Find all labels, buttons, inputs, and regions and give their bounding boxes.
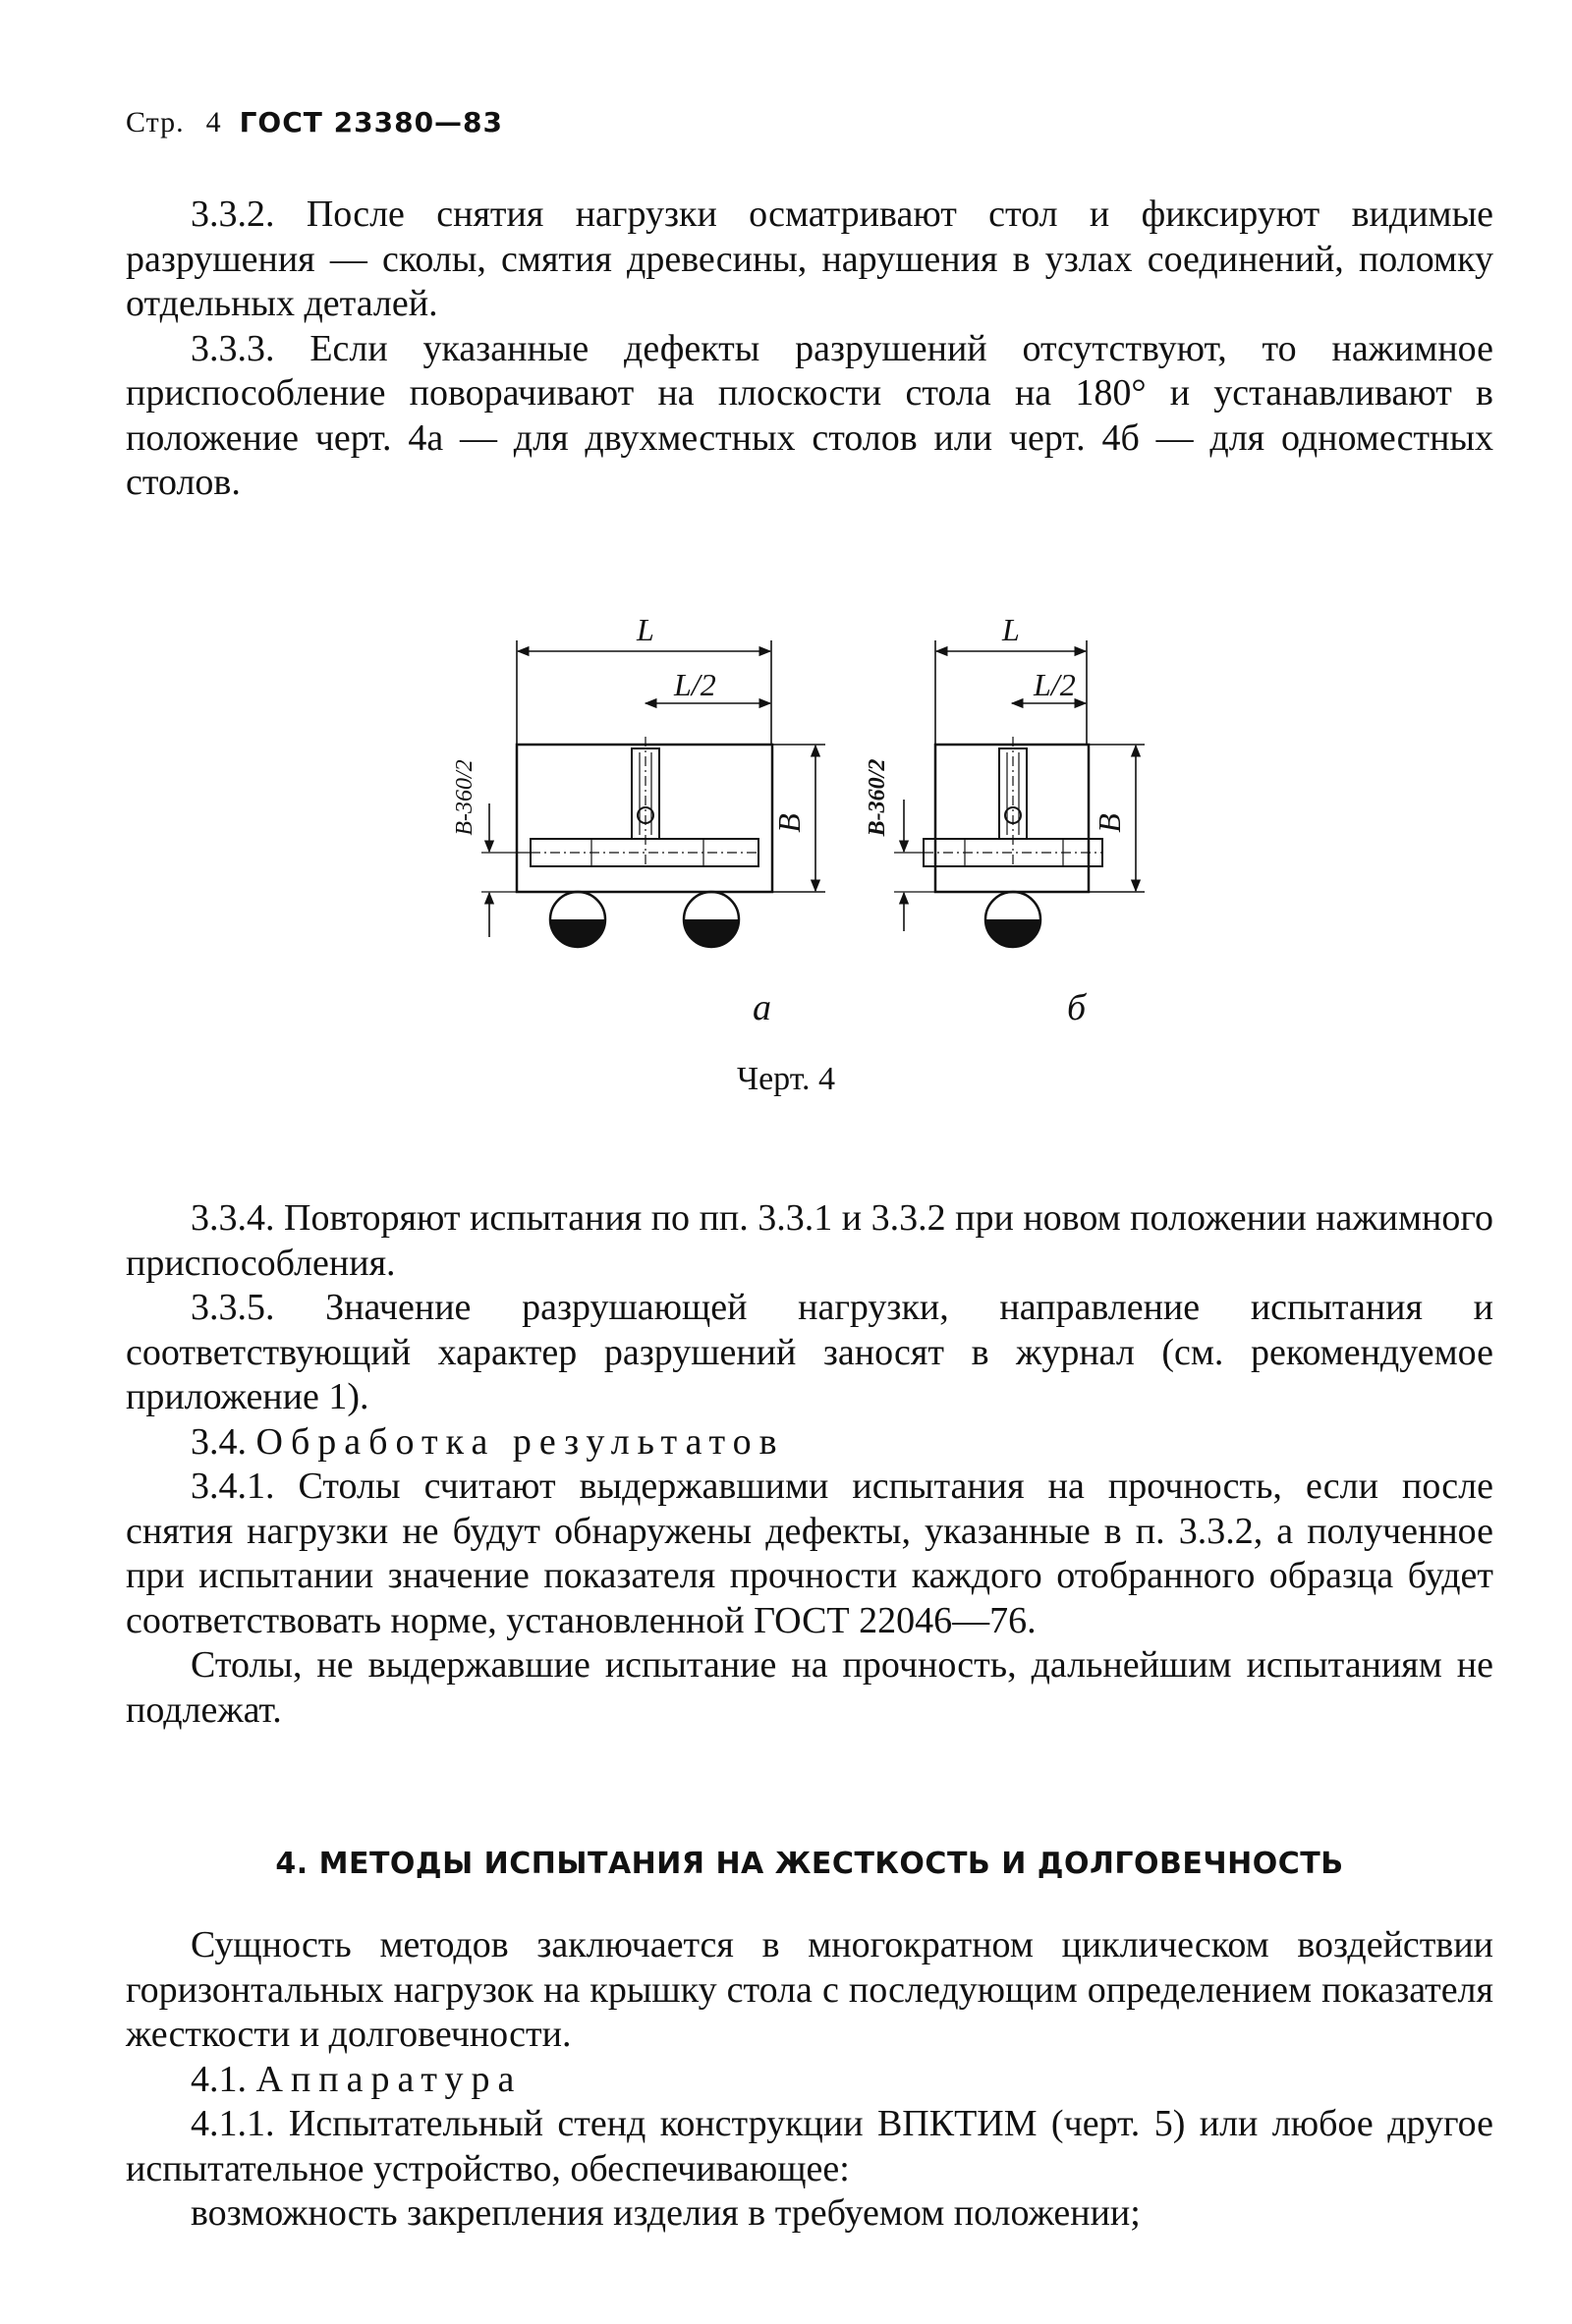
text-block-1 xyxy=(126,193,1493,506)
subsection-4-1-number: 4.1. xyxy=(191,2058,247,2100)
figure-drawing xyxy=(422,607,1189,1020)
subsection-4-1 xyxy=(126,2058,1493,2103)
paragraph-3-3-3: 3.3.3. Если указанные дефекты разрушений отсутствуют, то нажимное приспособление поворачивают на плоскости стола на 180° и устанавливают в положение черт. 4а — для двухместных столов или черт. 4б — для одноместных столов. xyxy=(126,327,1493,503)
label-L-b: L xyxy=(1002,612,1020,647)
label-half-L-a: L/2 xyxy=(674,667,716,702)
label-B-a: B xyxy=(771,813,807,833)
drawing-b xyxy=(894,640,1145,947)
subsection-3-4-number: 3.4. xyxy=(191,1420,247,1463)
label-B-minus-b: B-360/2 xyxy=(865,758,890,837)
page-number: 4 xyxy=(205,106,222,138)
paragraph-3-3-4: 3.3.4. Повторяют испытания по пп. 3.3.1 и 3.3.2 при новом положении нажимного приспособления. xyxy=(126,1197,1493,1284)
page-prefix: Стр. xyxy=(126,106,185,138)
label-half-L-b: L/2 xyxy=(1034,667,1076,702)
drawing-a xyxy=(481,640,825,947)
subsection-3-4 xyxy=(126,1420,1493,1466)
page-header xyxy=(126,106,503,139)
paragraph-3-4-1: 3.4.1. Столы считают выдержавшими испытания на прочность, если после снятия нагрузки не будут обнаружены дефекты, указанные в п. 3.3.2, а полученное при испытании значение показателя прочности каждого отобранного образца будет соответствовать норме, установленной ГОСТ 22046—76. xyxy=(126,1466,1493,1641)
figure-caption: Черт. 4 xyxy=(736,1061,836,1097)
standard-id: ГОСТ 23380—83 xyxy=(239,106,504,138)
label-B-minus-a: B-360/2 xyxy=(452,759,477,836)
paragraph-4-1-1: 4.1.1. Испытательный стенд конструкции ВПКТИМ (черт. 5) или любое другое испытательное устройство, обеспечивающее: xyxy=(126,2103,1493,2189)
paragraph-3-4-1-note: Столы, не выдержавшие испытание на прочность, дальнейшим испытаниям не подлежат. xyxy=(126,1644,1493,1731)
paragraph-3-3-2: 3.3.2. После снятия нагрузки осматривают стол и фиксируют видимые разрушения — сколы, смятия древесины, нарушения в узлах соединений, поломку отдельных деталей. xyxy=(126,194,1493,324)
paragraph-section-4-intro: Сущность методов заключается в многократном циклическом воздействии горизонтальных нагрузок на крышку стола с последующим определением показателя жесткости и долговечности. xyxy=(126,1924,1493,2055)
text-block-2 xyxy=(126,1196,1493,1733)
text-block-3 xyxy=(126,1923,1493,2237)
figure-sublabel-a: а xyxy=(753,987,771,1028)
paragraph-4-1-1-item: возможность закрепления изделия в требуемом положении; xyxy=(191,2192,1141,2234)
label-B-b: B xyxy=(1092,813,1127,833)
figure-sublabel-b: б xyxy=(1067,987,1087,1028)
subsection-3-4-title: Обработка результатов xyxy=(255,1420,785,1463)
paragraph-3-3-5: 3.3.5. Значение разрушающей нагрузки, направление испытания и соответствующий характер разрушений заносят в журнал (см. рекомендуемое приложение 1). xyxy=(126,1287,1493,1417)
subsection-4-1-title: Аппаратура xyxy=(255,2058,523,2100)
section-4-title: 4. МЕТОДЫ ИСПЫТАНИЯ НА ЖЕСТКОСТЬ И ДОЛГОВЕЧНОСТЬ xyxy=(275,1847,1344,1881)
label-L-a: L xyxy=(637,612,654,647)
